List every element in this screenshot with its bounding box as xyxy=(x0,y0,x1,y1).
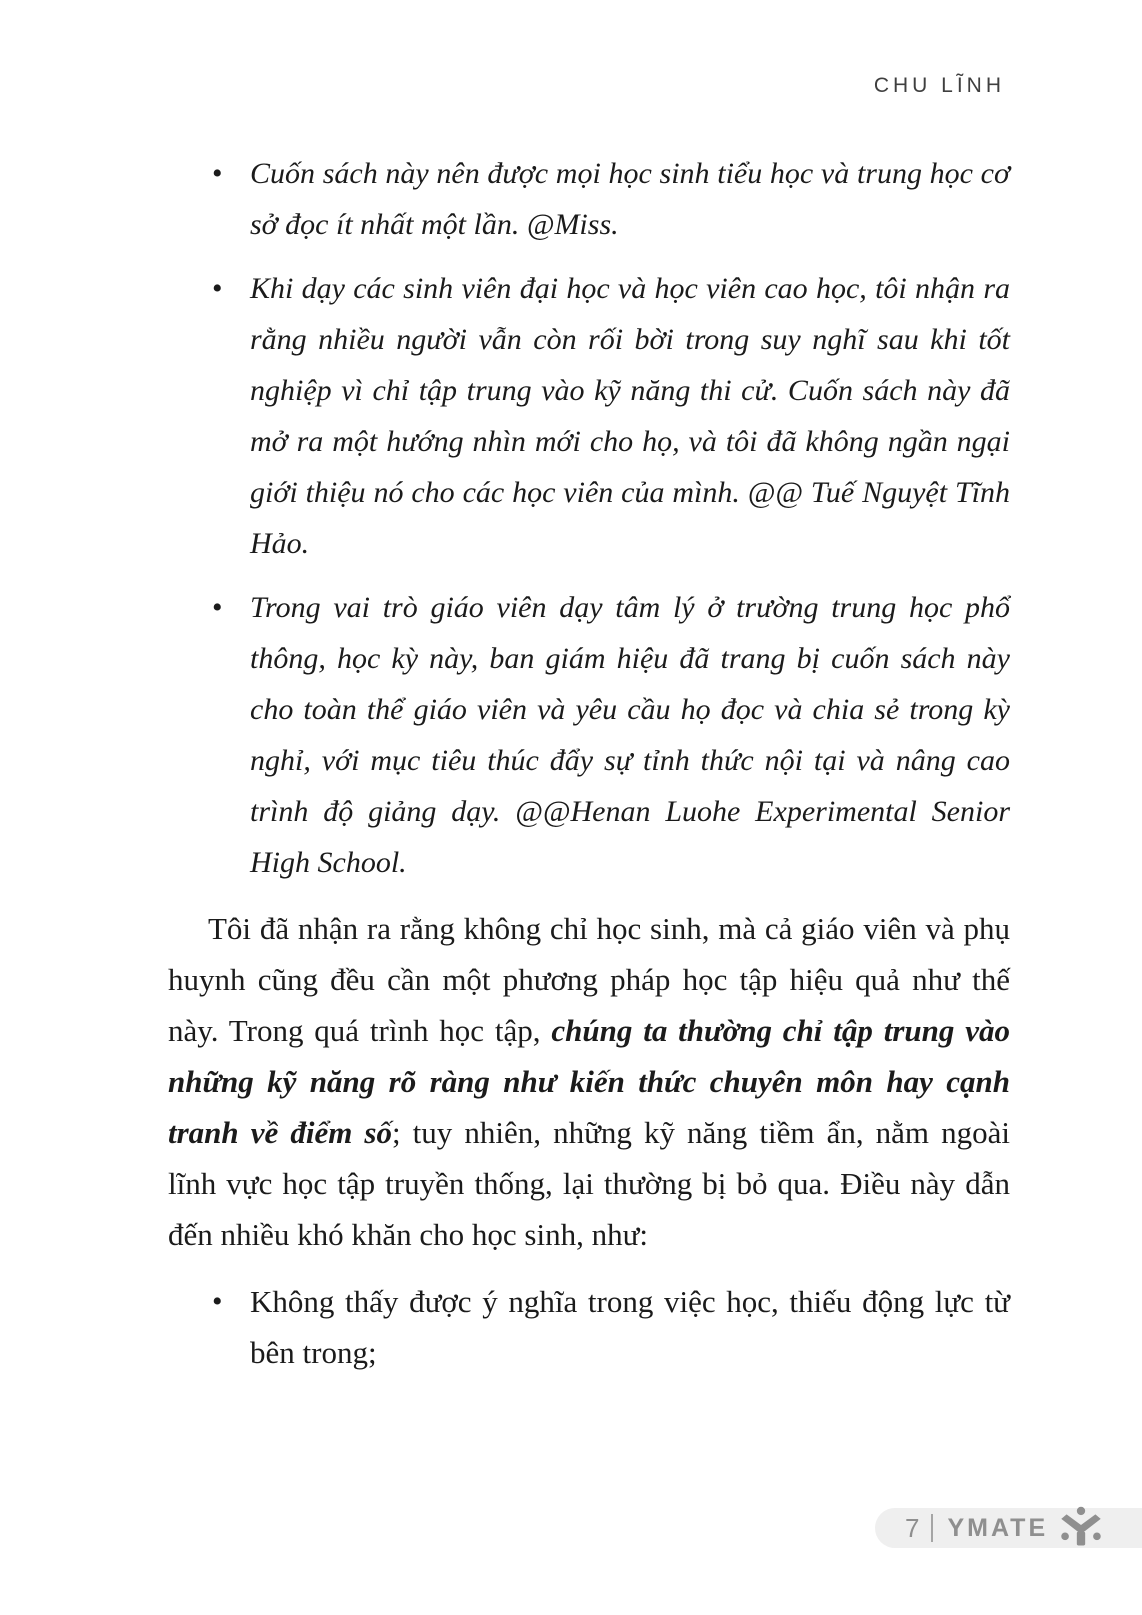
testimonial-text: Cuốn sách này nên được mọi học sinh tiểu học và trung học cơ sở đọc ít nhất một lần. @Miss. xyxy=(250,157,1010,241)
page-content xyxy=(168,148,1010,1391)
brand-name: YMATE xyxy=(947,1513,1049,1542)
paragraph-text: Tôi đã nhận ra rằng không chỉ học sinh, mà cả giáo viên và phụ huynh cũng đều cần một phương pháp học tập hiệu quả như thế này. Trong quá trình học tập, xyxy=(168,911,1010,1048)
bullet-icon: • xyxy=(212,272,223,305)
paragraph-emphasis: chúng ta thường chỉ tập trung vào những kỹ năng rõ ràng như kiến thức chuyên môn hay cạnh tranh về điểm số xyxy=(168,1013,1010,1150)
running-head: CHU LĨNH xyxy=(873,74,1005,97)
testimonial-list xyxy=(168,148,1010,888)
footer-divider xyxy=(931,1514,933,1542)
list-item xyxy=(168,263,1010,569)
body-paragraph xyxy=(168,903,1010,1260)
footer-tab xyxy=(875,1508,1142,1548)
ymate-figure-icon xyxy=(1058,1506,1104,1550)
testimonial-text: Khi dạy các sinh viên đại học và học viên cao học, tôi nhận ra rằng nhiều người vẫn còn rối bời trong suy nghĩ sau khi tốt nghiệp vì chỉ tập trung vào kỹ năng thi cử. Cuốn sách này đã mở ra một hướng nhìn mới cho họ, và tôi đã không ngần ngại giới thiệu nó cho các học viên của mình. @@ Tuế Nguyệt Tĩnh Hảo. xyxy=(250,272,1010,560)
difficulty-list xyxy=(168,1276,1010,1378)
list-item xyxy=(168,1276,1010,1378)
paragraph-text: ; tuy nhiên, những kỹ năng tiềm ẩn, nằm ngoài lĩnh vực học tập truyền thống, lại thường bị bỏ qua. Điều này dẫn đến nhiều khó khăn cho học sinh, như: xyxy=(168,1115,1010,1252)
page-number: 7 xyxy=(905,1512,920,1543)
testimonial-text: Trong vai trò giáo viên dạy tâm lý ở trường trung học phổ thông, học kỳ này, ban giám hiệu đã trang bị cuốn sách này cho toàn thể giáo viên và yêu cầu họ đọc và chia sẻ trong kỳ nghỉ, với mục tiêu thúc đẩy sự tỉnh thức nội tại và nâng cao trình độ giảng dạy. @@Henan Luohe Experimental Senior High School. xyxy=(250,591,1010,879)
bullet-icon: • xyxy=(212,591,223,624)
list-item xyxy=(168,582,1010,888)
bullet-icon: • xyxy=(212,157,223,190)
bullet-icon: • xyxy=(212,1285,223,1318)
list-item xyxy=(168,148,1010,250)
difficulty-text: Không thấy được ý nghĩa trong việc học, thiếu động lực từ bên trong; xyxy=(250,1284,1010,1370)
